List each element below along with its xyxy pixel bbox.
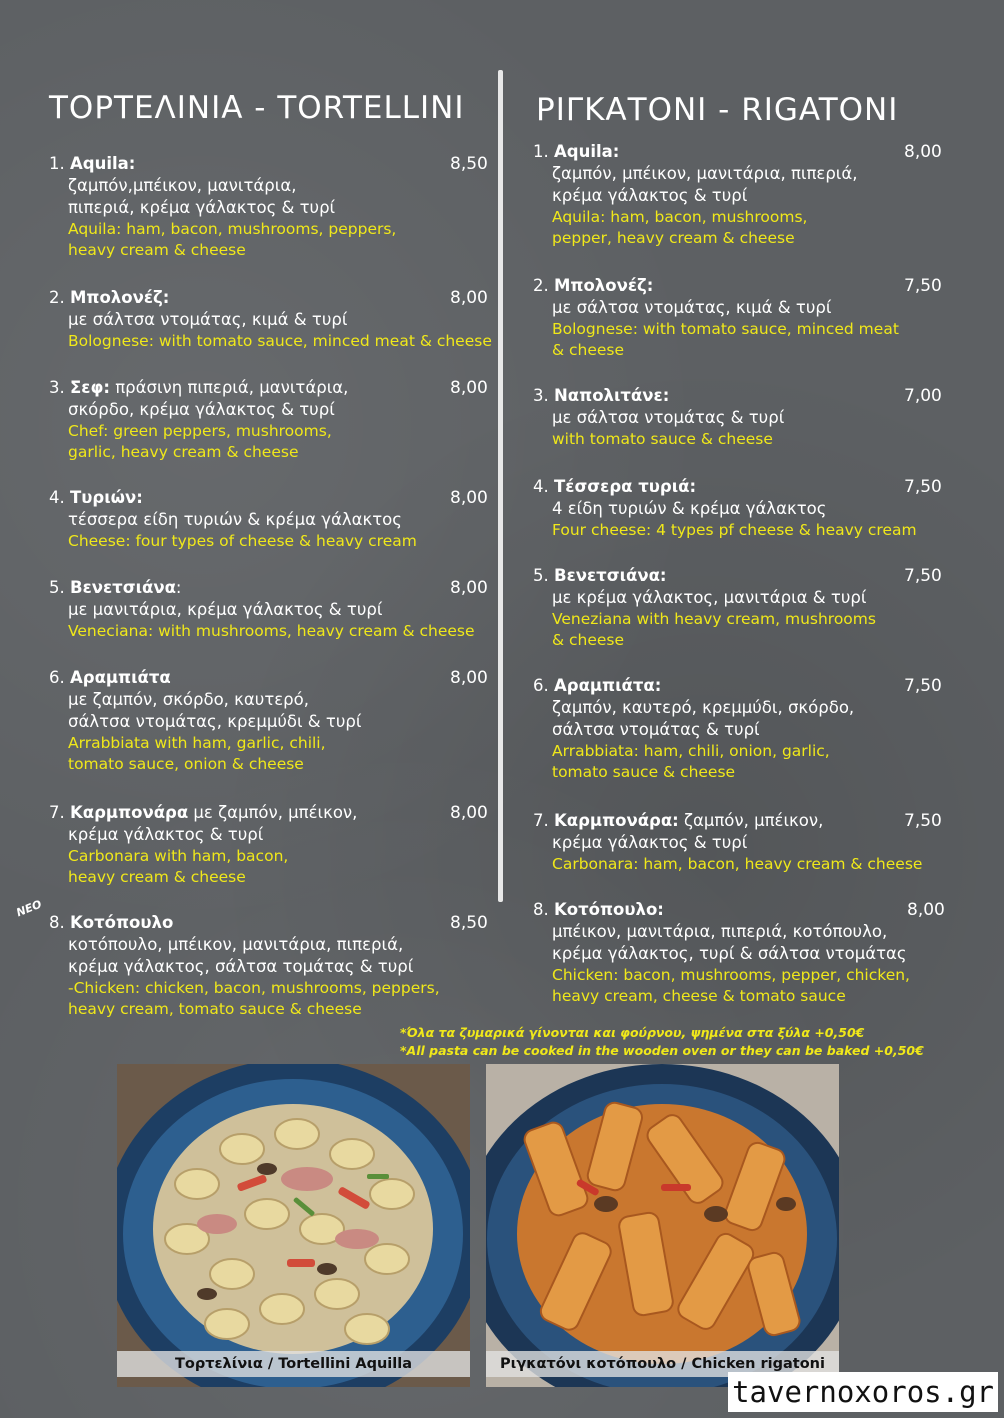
menu-item-price: 8,00 <box>450 578 488 598</box>
menu-item-heading <box>49 577 475 599</box>
menu-item-description-english: Carbonara: ham, bacon, heavy cream & cheese <box>552 855 923 873</box>
menu-item-description-english: Cheese: four types of cheese & heavy cream <box>68 532 417 550</box>
menu-item-description-greek: μπέικον, μανιτάρια, πιπεριά, κοτόπουλο, <box>552 922 888 941</box>
rigatoni-menu-item <box>533 275 899 361</box>
right-section-title: ΡΙΓΚΑΤΟΝΙ - RIGATONI <box>536 92 899 128</box>
rigatoni-image <box>486 1064 839 1387</box>
menu-item-description-greek: κρέμα γάλακτος & τυρί <box>552 833 748 852</box>
menu-item-description-english: with tomato sauce & cheese <box>552 430 773 448</box>
menu-item-number: 2. <box>49 288 65 307</box>
menu-item-description-greek: με κρέμα γάλακτος, μανιτάρια & τυρί <box>552 588 867 607</box>
menu-item-description-english: Veneciana: with mushrooms, heavy cream & cheese <box>68 622 475 640</box>
menu-item-description-greek: με σάλτσα ντομάτας, κιμά & τυρί <box>68 310 348 329</box>
photo-tortellini <box>117 1064 470 1387</box>
menu-item-description-start: πράσινη πιπεριά, μανιτάρια, <box>109 378 349 397</box>
menu-item-price: 7,50 <box>904 477 942 497</box>
rigatoni-menu-item <box>533 385 784 450</box>
menu-item-description-english: Chicken: bacon, mushrooms, pepper, chicken, <box>552 966 910 984</box>
menu-item-heading <box>533 141 858 163</box>
menu-item-number: 7. <box>533 811 549 830</box>
menu-item-heading <box>49 667 361 689</box>
menu-item-description-english: Chef: green peppers, mushrooms, <box>68 422 332 440</box>
menu-item-name: Aquila: <box>70 154 136 173</box>
menu-item-number: 8. <box>49 913 65 932</box>
column-divider <box>498 70 503 902</box>
menu-item-heading <box>533 810 922 832</box>
menu-item-number: 1. <box>49 154 65 173</box>
menu-item-description-english: heavy cream, cheese & tomato sauce <box>552 987 846 1005</box>
menu-item-description-greek: πιπεριά, κρέμα γάλακτος & τυρί <box>68 198 336 217</box>
tortellini-menu-item <box>49 287 492 352</box>
new-badge: ΝΕΟ <box>14 897 44 920</box>
menu-item-description-english: Bolognese: with tomato sauce, minced meat <box>552 320 899 338</box>
menu-item-number: 2. <box>533 276 549 295</box>
menu-item-description-start: με ζαμπόν, μπέικον, <box>188 803 358 822</box>
rigatoni-menu-item <box>533 899 910 1007</box>
menu-item-description-greek: κρέμα γάλακτος & τυρί <box>68 825 264 844</box>
menu-item-price: 8,50 <box>450 913 488 933</box>
menu-item-name: Καρμπονάρα <box>70 803 189 822</box>
menu-item-description-english: tomato sauce & cheese <box>552 763 736 781</box>
menu-item-name: Βενετσιάνα: <box>554 566 667 585</box>
menu-item-description-english: Arrabbiata: ham, chili, onion, garlic, <box>552 742 830 760</box>
menu-item-description-greek: κρέμα γάλακτος, τυρί & σάλτσα ντομάτας <box>552 944 907 963</box>
menu-item-number: 1. <box>533 142 549 161</box>
menu-item-price: 8,00 <box>450 488 488 508</box>
tortellini-menu-item <box>49 667 361 775</box>
rigatoni-menu-item <box>533 141 858 249</box>
menu-item-number: 6. <box>49 668 65 687</box>
menu-item-number: 3. <box>533 386 549 405</box>
menu-item-heading <box>49 912 440 934</box>
menu-item-description-english: Carbonara with ham, bacon, <box>68 847 289 865</box>
tortellini-menu-item <box>49 377 348 463</box>
menu-item-price: 8,00 <box>907 900 945 920</box>
rigatoni-menu-item <box>533 476 917 541</box>
photo-tortellini-caption: Τορτελίνια / Tortellini Aquilla <box>117 1351 470 1377</box>
menu-item-description-greek: 4 είδη τυριών & κρέμα γάλακτος <box>552 499 827 518</box>
menu-item-description-greek: κοτόπουλο, μπέικον, μανιτάρια, πιπεριά, <box>68 935 404 954</box>
menu-item-heading <box>533 275 899 297</box>
menu-item-heading <box>49 487 417 509</box>
menu-item-heading <box>49 153 396 175</box>
menu-item-name: Τέσσερα τυριά: <box>554 477 697 496</box>
menu-item-heading <box>533 675 854 697</box>
menu-item-number: 5. <box>49 578 65 597</box>
menu-item-heading <box>533 476 917 498</box>
menu-item-description-greek: σάλτσα ντομάτας & τυρί <box>552 720 760 739</box>
menu-item-name: Σεφ: <box>70 378 110 397</box>
oven-note-greek: *Όλα τα ζυμαρικά γίνονται και φούρνου, ψημένα στα ξύλα +0,50€ <box>400 1025 865 1040</box>
menu-item-description-greek: κρέμα γάλακτος & τυρί <box>552 186 748 205</box>
menu-item-description-greek: ζαμπόν,μπέικον, μανιτάρια, <box>68 176 297 195</box>
menu-item-description-greek: με ζαμπόν, σκόρδο, καυτερό, <box>68 690 309 709</box>
menu-item-description-greek: ζαμπόν, μπέικον, μανιτάρια, πιπεριά, <box>552 164 858 183</box>
menu-item-heading <box>49 287 492 309</box>
tortellini-menu-item <box>49 912 440 1020</box>
menu-item-price: 8,00 <box>450 288 488 308</box>
menu-item-description-greek: σάλτσα ντομάτας, κρεμμύδι & τυρί <box>68 712 362 731</box>
menu-item-description-greek: με σάλτσα ντομάτας, κιμά & τυρί <box>552 298 832 317</box>
menu-item-description-start: ζαμπόν, μπέικον, <box>678 811 824 830</box>
menu-item-description-greek: ζαμπόν, καυτερό, κρεμμύδι, σκόρδο, <box>552 698 855 717</box>
menu-item-price: 7,50 <box>904 811 942 831</box>
menu-item-description-greek: με σάλτσα ντομάτας & τυρί <box>552 408 785 427</box>
oven-note-english: *All pasta can be cooked in the wooden oven or they can be baked +0,50€ <box>400 1043 924 1058</box>
menu-item-heading <box>533 899 910 921</box>
menu-item-price: 7,00 <box>904 386 942 406</box>
menu-item-name: Aquila: <box>554 142 620 161</box>
menu-item-price: 7,50 <box>904 676 942 696</box>
photo-rigatoni-caption: Ριγκατόνι κοτόπουλο / Chicken rigatoni <box>486 1351 839 1377</box>
tortellini-menu-item <box>49 153 396 261</box>
menu-item-name: Κοτόπουλο: <box>554 900 664 919</box>
menu-item-number: 6. <box>533 676 549 695</box>
menu-item-description-english: heavy cream & cheese <box>68 241 246 259</box>
menu-item-description-start: : <box>175 578 182 597</box>
menu-item-description-greek: σκόρδο, κρέμα γάλακτος & τυρί <box>68 400 335 419</box>
photo-rigatoni <box>486 1064 839 1387</box>
menu-item-description-english: Veneziana with heavy cream, mushrooms <box>552 610 876 628</box>
menu-item-description-english: Aquila: ham, bacon, mushrooms, peppers, <box>68 220 397 238</box>
menu-item-description-english: Arrabbiata with ham, garlic, chili, <box>68 734 326 752</box>
menu-item-number: 4. <box>533 477 549 496</box>
menu-item-number: 7. <box>49 803 65 822</box>
menu-item-description-english: & cheese <box>552 341 625 359</box>
menu-item-price: 8,00 <box>450 668 488 688</box>
menu-item-description-greek: με μανιτάρια, κρέμα γάλακτος & τυρί <box>68 600 383 619</box>
menu-item-number: 3. <box>49 378 65 397</box>
menu-item-heading <box>49 377 348 399</box>
menu-item-name: Τυριών: <box>70 488 143 507</box>
menu-item-price: 8,00 <box>450 378 488 398</box>
tortellini-menu-item <box>49 802 357 888</box>
menu-item-description-english: & cheese <box>552 631 625 649</box>
menu-item-name: Μπολονέζ: <box>554 276 654 295</box>
menu-item-price: 7,50 <box>904 276 942 296</box>
menu-item-description-english: Bolognese: with tomato sauce, minced meat & cheese <box>68 332 492 350</box>
menu-item-heading <box>533 385 784 407</box>
tortellini-menu-item <box>49 577 475 642</box>
tortellini-image <box>117 1064 470 1387</box>
menu-item-name: Βενετσιάνα <box>70 578 176 597</box>
menu-item-description-english: -Chicken: chicken, bacon, mushrooms, peppers, <box>68 979 440 997</box>
menu-item-name: Αραμπιάτα: <box>554 676 662 695</box>
menu-item-name: Κοτόπουλο <box>70 913 174 932</box>
menu-item-description-english: tomato sauce, onion & cheese <box>68 755 304 773</box>
menu-item-description-english: Four cheese: 4 types pf cheese & heavy cream <box>552 521 917 539</box>
menu-item-price: 7,50 <box>904 566 942 586</box>
menu-item-description-english: heavy cream & cheese <box>68 868 246 886</box>
menu-item-price: 8,00 <box>904 142 942 162</box>
menu-item-name: Καρμπονάρα: <box>554 811 679 830</box>
menu-item-name: Ναπολιτάνε: <box>554 386 670 405</box>
tortellini-menu-item <box>49 487 417 552</box>
menu-item-description-english: garlic, heavy cream & cheese <box>68 443 299 461</box>
menu-item-number: 4. <box>49 488 65 507</box>
left-section-title: ΤΟΡΤΕΛΙΝΙΑ - TORTELLINI <box>49 90 465 126</box>
menu-item-heading <box>533 565 876 587</box>
menu-item-name: Μπολονέζ: <box>70 288 170 307</box>
menu-item-name: Αραμπιάτα <box>70 668 171 687</box>
rigatoni-menu-item <box>533 810 922 875</box>
menu-item-description-greek: τέσσερα είδη τυριών & κρέμα γάλακτος <box>68 510 402 529</box>
menu-item-heading <box>49 802 357 824</box>
menu-item-description-english: heavy cream, tomato sauce & cheese <box>68 1000 362 1018</box>
menu-item-number: 5. <box>533 566 549 585</box>
menu-item-description-greek: κρέμα γάλακτος, σάλτσα τομάτας & τυρί <box>68 957 414 976</box>
menu-item-price: 8,50 <box>450 154 488 174</box>
menu-item-description-english: Aquila: ham, bacon, mushrooms, <box>552 208 808 226</box>
menu-item-description-english: pepper, heavy cream & cheese <box>552 229 795 247</box>
website-watermark: tavernoxoros.gr <box>728 1372 998 1412</box>
menu-item-price: 8,00 <box>450 803 488 823</box>
rigatoni-menu-item <box>533 675 854 783</box>
menu-item-number: 8. <box>533 900 549 919</box>
rigatoni-menu-item <box>533 565 876 651</box>
